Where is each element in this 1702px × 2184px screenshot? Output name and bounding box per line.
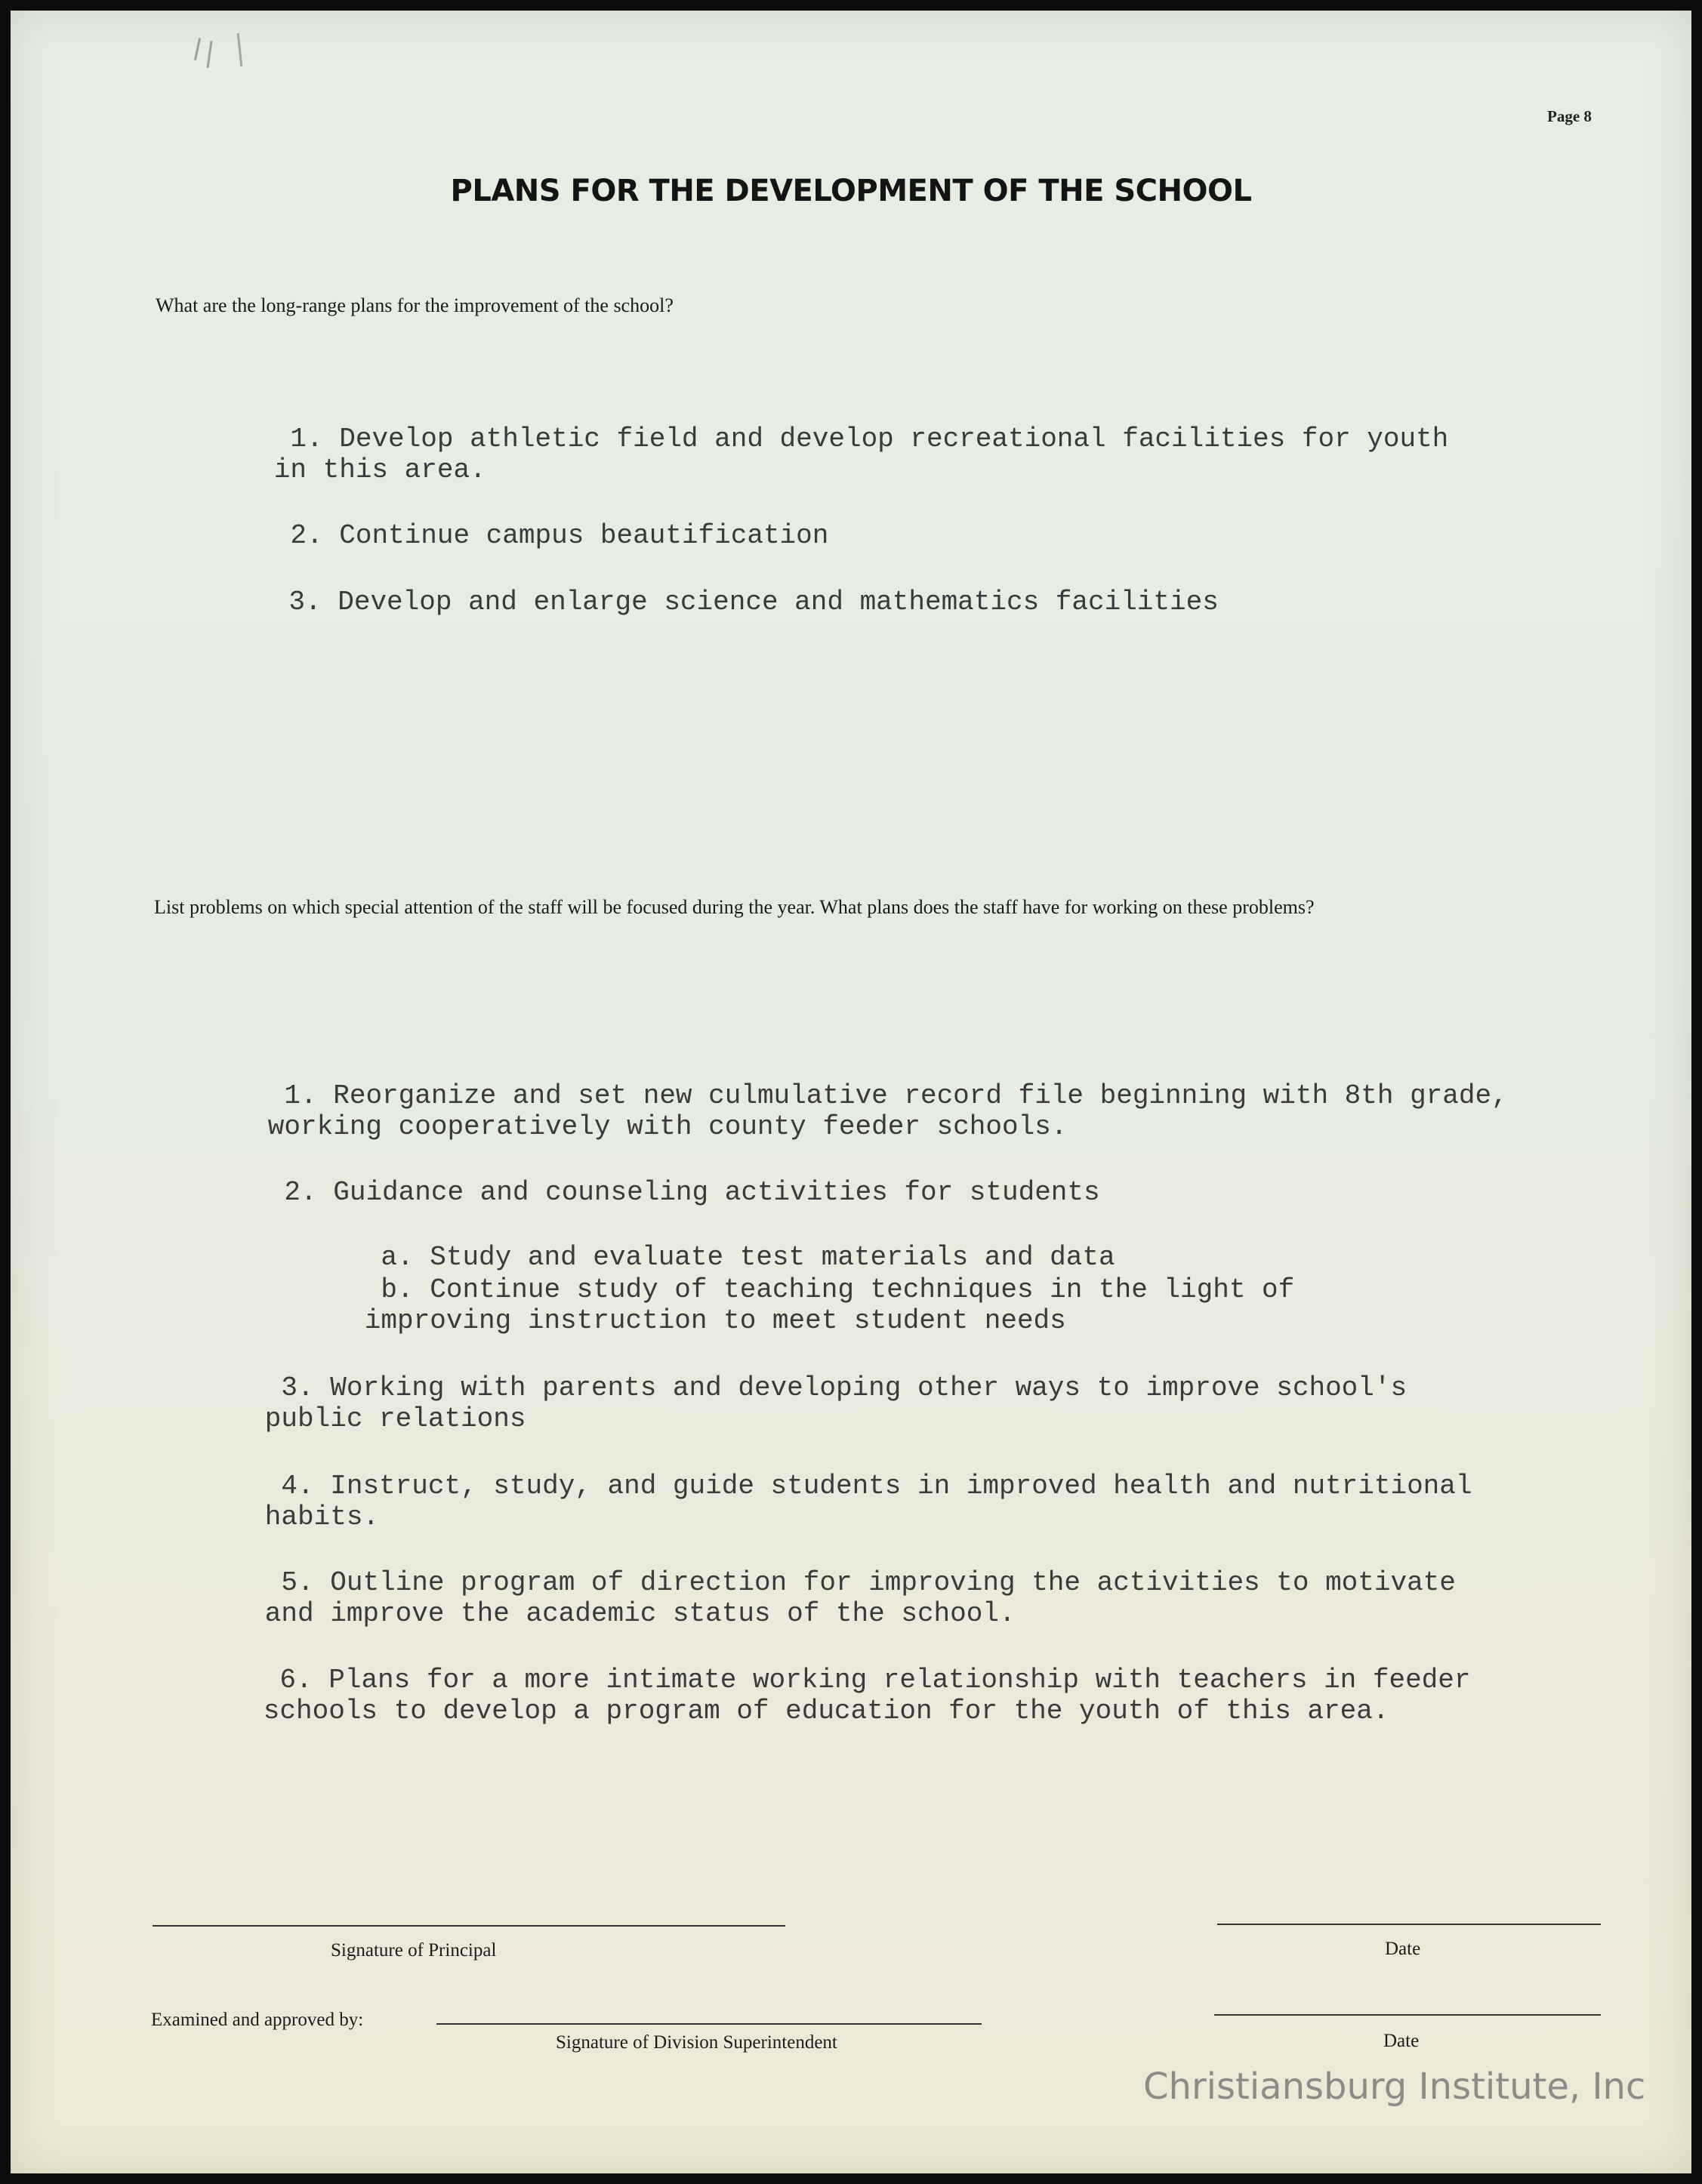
item-text: Continue study of teaching techniques in the light of improving instruction to meet student needs [364,1274,1295,1336]
item-number: 3. [288,587,322,618]
item-letter: b. [381,1274,414,1305]
item-text: Develop athletic field and develop recreational facilities for youth in this area. [273,424,1449,485]
page-number: Page 8 [1547,107,1592,125]
item-number: 3. [281,1372,314,1403]
problem-item-6 [214,1634,1471,1757]
item-number: 6. [279,1665,313,1696]
item-letter: a. [381,1242,414,1273]
principal-signature-label: Signature of Principal [331,1940,497,1961]
item-text: Working with parents and developing other ways to improve school's public relations [264,1372,1408,1434]
watermark: Christiansburg Institute, Inc [1143,2065,1646,2108]
principal-signature-line[interactable] [153,1925,785,1927]
examined-approved-label: Examined and approved by: [151,2010,364,2030]
item-number: 5. [281,1567,314,1598]
item-number: 1. [284,1080,317,1111]
item-text: Outline program of direction for improving the activities to motivate and improve the academic status of the school. [264,1567,1456,1629]
document-page [11,11,1691,2173]
long-range-question: What are the long-range plans for the improvement of the school? [156,294,674,316]
date-label-2: Date [1383,2031,1420,2051]
page-title: PLANS FOR THE DEVELOPMENT OF THE SCHOOL [450,174,1252,208]
superintendent-signature-line[interactable] [436,2023,982,2025]
date-line-1[interactable] [1217,1924,1601,1925]
item-number: 1. [290,424,323,454]
pencil-mark [207,41,213,68]
date-label-1: Date [1385,1939,1421,1959]
item-text: Develop and enlarge science and mathematics facilities [338,587,1219,618]
item-number: 4. [281,1471,314,1502]
date-line-2[interactable] [1214,2014,1601,2016]
problems-question: List problems on which special attention of the staff will be focused during the year. What plans does the staff have for working on these problems? [154,896,1315,918]
item-text: Plans for a more intimate working relationship with teachers in feeder schools to develop a program of education for the youth of this area. [263,1665,1471,1727]
long-range-item-3 [224,556,1219,648]
pencil-mark [194,38,201,60]
pencil-mark [237,33,243,66]
item-text: Continue campus beautification [339,520,829,551]
item-text: Instruct, study, and guide students in improved health and nutritional habits. [264,1471,1472,1532]
item-number: 2. [284,1177,317,1208]
item-number: 2. [290,520,323,551]
superintendent-signature-label: Signature of Division Superintendent [556,2032,837,2053]
item-text: Reorganize and set new culmulative record file beginning with 8th grade, working cooperatively with county feeder schools. [267,1080,1508,1142]
item-text: Guidance and counseling activities for students [333,1177,1100,1208]
item-text: Study and evaluate test materials and data [430,1242,1115,1273]
